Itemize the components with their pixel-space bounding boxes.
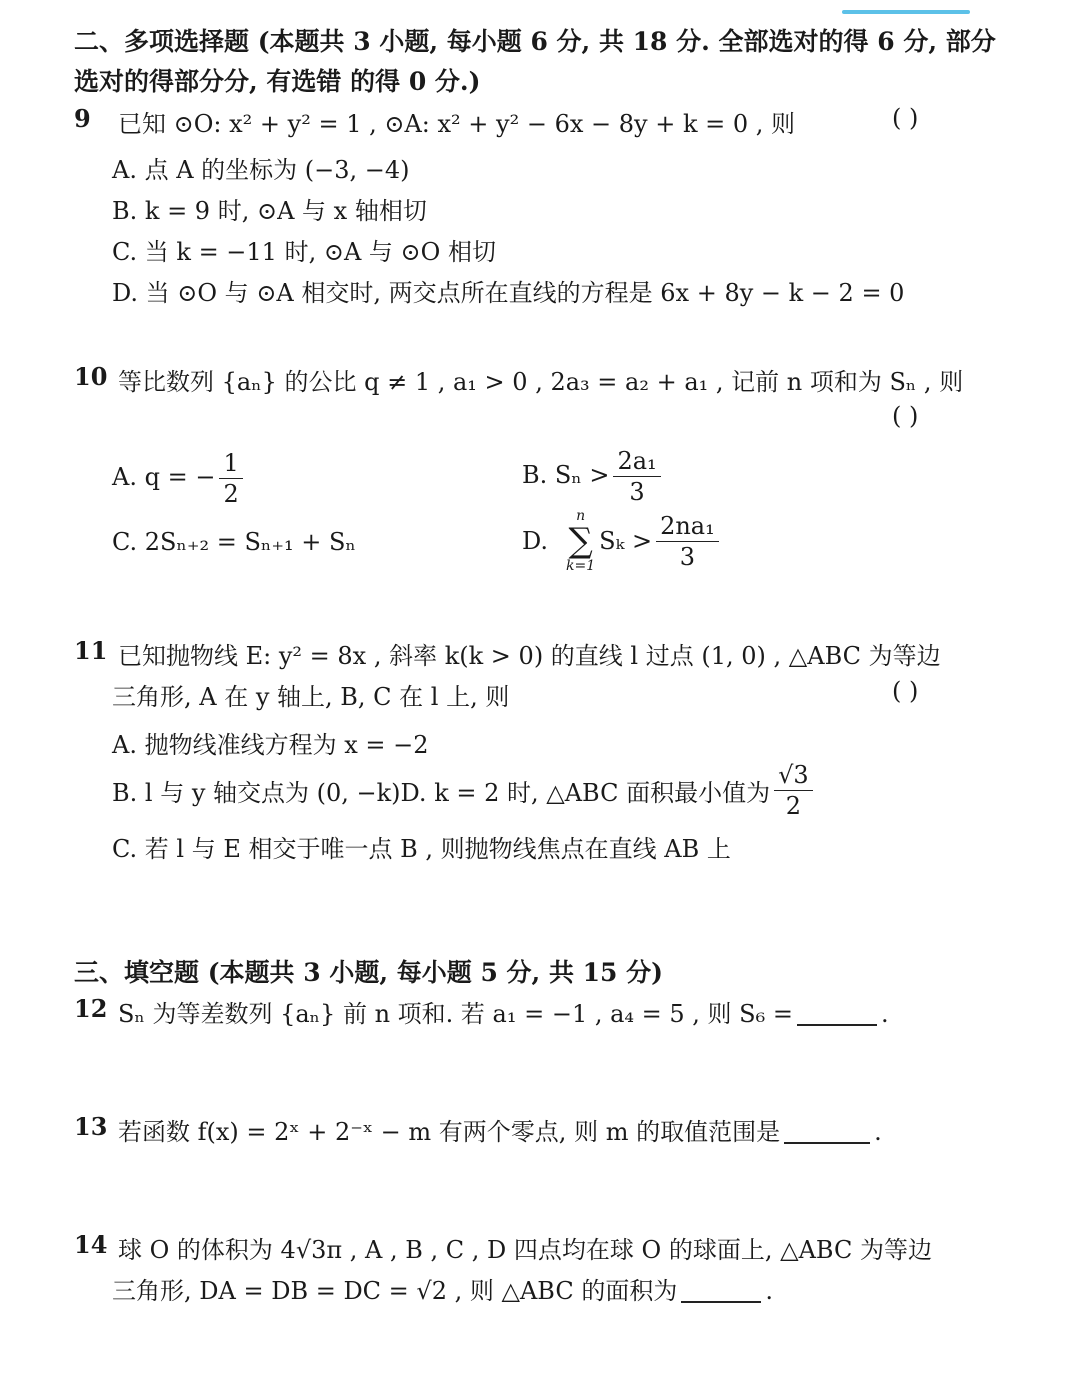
q13-answer-blank[interactable]	[784, 1142, 870, 1144]
q12-number: 12	[74, 994, 108, 1023]
q10-option-b-numerator: 2a₁	[613, 446, 660, 477]
q10-option-d-fraction	[656, 511, 719, 572]
q11-option-b-denominator: 2	[785, 792, 802, 820]
q11-stem-line2: 三角形, A 在 y 轴上, B, C 在 l 上, 则	[112, 683, 510, 711]
q10-option-d-sum-upper: n	[576, 508, 586, 524]
q11-stem-line1: 已知抛物线 E: y² = 8x , 斜率 k(k > 0) 的直线 l 过点 (1, 0) , △ABC 为等边	[118, 642, 941, 670]
q14-stem-line1: 球 O 的体积为 4√3π , A , B , C , D 四点均在球 O 的球面上, △ABC 为等边	[118, 1236, 932, 1264]
q11-number: 11	[74, 636, 108, 665]
q14-answer-blank[interactable]	[681, 1301, 761, 1303]
q10-option-a-fraction	[219, 448, 242, 509]
q13-tail: .	[874, 1118, 882, 1146]
top-accent-bar	[842, 10, 970, 14]
q14-number: 14	[74, 1230, 108, 1259]
q10-option-a-numerator: 1	[219, 448, 242, 479]
q11-answer-paren: ( )	[892, 677, 919, 705]
q12-tail: .	[881, 1000, 889, 1028]
q11-option-a: A. 抛物线准线方程为 x = −2	[112, 731, 429, 759]
q13-stem: 若函数 f(x) = 2ˣ + 2⁻ˣ − m 有两个零点, 则 m 的取值范围是	[118, 1118, 781, 1146]
q12-answer-blank[interactable]	[797, 1024, 877, 1026]
q9-option-d: D. 当 ⊙O 与 ⊙A 相交时, 两交点所在直线的方程是 6x + 8y − k − 2 = 0	[112, 279, 905, 307]
section3-heading: 三、填空题 (本题共 3 小题, 每小题 5 分, 共 15 分)	[74, 958, 663, 987]
q10-option-b-denominator: 3	[629, 478, 645, 506]
q11-option-c: C. 若 l 与 E 相交于唯一点 B , 则抛物线焦点在直线 AB 上	[112, 835, 731, 863]
q13-number: 13	[74, 1112, 108, 1141]
q10-option-d-numerator: 2na₁	[656, 511, 719, 542]
q10-option-d	[522, 508, 723, 574]
q10-option-d-mid: Sₖ >	[599, 527, 653, 555]
q11-option-b	[112, 760, 817, 821]
q10-option-d-sum-lower: k=1	[566, 558, 596, 574]
q9-number: 9	[74, 104, 91, 133]
q10-option-d-summation	[566, 508, 595, 574]
q9-stem: 已知 ⊙O: x² + y² = 1 , ⊙A: x² + y² − 6x − 8y + k = 0 , 则	[118, 110, 796, 138]
q14-stem-line2: 三角形, DA = DB = DC = √2 , 则 △ABC 的面积为	[112, 1277, 678, 1305]
q9-answer-paren: ( )	[892, 104, 919, 132]
q10-option-a	[112, 448, 247, 509]
q13-line	[118, 1112, 882, 1147]
q9-option-a: A. 点 A 的坐标为 (−3, −4)	[112, 156, 410, 184]
q14-tail: .	[765, 1277, 773, 1305]
q10-answer-paren: ( )	[892, 402, 919, 430]
section2-heading-line2: 选对的得部分分, 有选错 的得 0 分.)	[74, 67, 481, 96]
section2-heading-line1: 二、多项选择题 (本题共 3 小题, 每小题 6 分, 共 18 分. 全部选对的得 6 分, 部分	[74, 27, 996, 56]
q10-option-b-prefix: B. Sₙ >	[522, 461, 610, 489]
q10-option-d-prefix: D.	[522, 527, 549, 555]
q10-number: 10	[74, 362, 108, 391]
sigma-symbol: ∑	[568, 521, 593, 561]
q10-option-b	[522, 446, 665, 507]
q10-option-b-fraction	[613, 446, 660, 507]
q10-option-c: C. 2Sₙ₊₂ = Sₙ₊₁ + Sₙ	[112, 528, 356, 556]
q9-option-b: B. k = 9 时, ⊙A 与 x 轴相切	[112, 197, 427, 225]
q11-option-b-text: B. l 与 y 轴交点为 (0, −k)D. k = 2 时, △ABC 面积最小值为	[112, 779, 771, 807]
q11-option-b-numerator: √3	[774, 760, 813, 791]
q9-option-c: C. 当 k = −11 时, ⊙A 与 ⊙O 相切	[112, 238, 496, 266]
q14-line2	[112, 1271, 773, 1306]
q12-line	[118, 994, 889, 1029]
q10-option-a-denominator: 2	[223, 480, 239, 508]
q10-option-a-prefix: A. q = −	[112, 463, 216, 491]
q10-option-d-denominator: 3	[679, 542, 696, 571]
q12-stem: Sₙ 为等差数列 {aₙ} 前 n 项和. 若 a₁ = −1 , a₄ = 5 , 则 S₆ =	[118, 1000, 793, 1028]
q11-option-b-fraction	[774, 760, 813, 821]
q10-stem: 等比数列 {aₙ} 的公比 q ≠ 1 , a₁ > 0 , 2a₃ = a₂ + a₁ , 记前 n 项和为 Sₙ , 则	[118, 368, 964, 396]
